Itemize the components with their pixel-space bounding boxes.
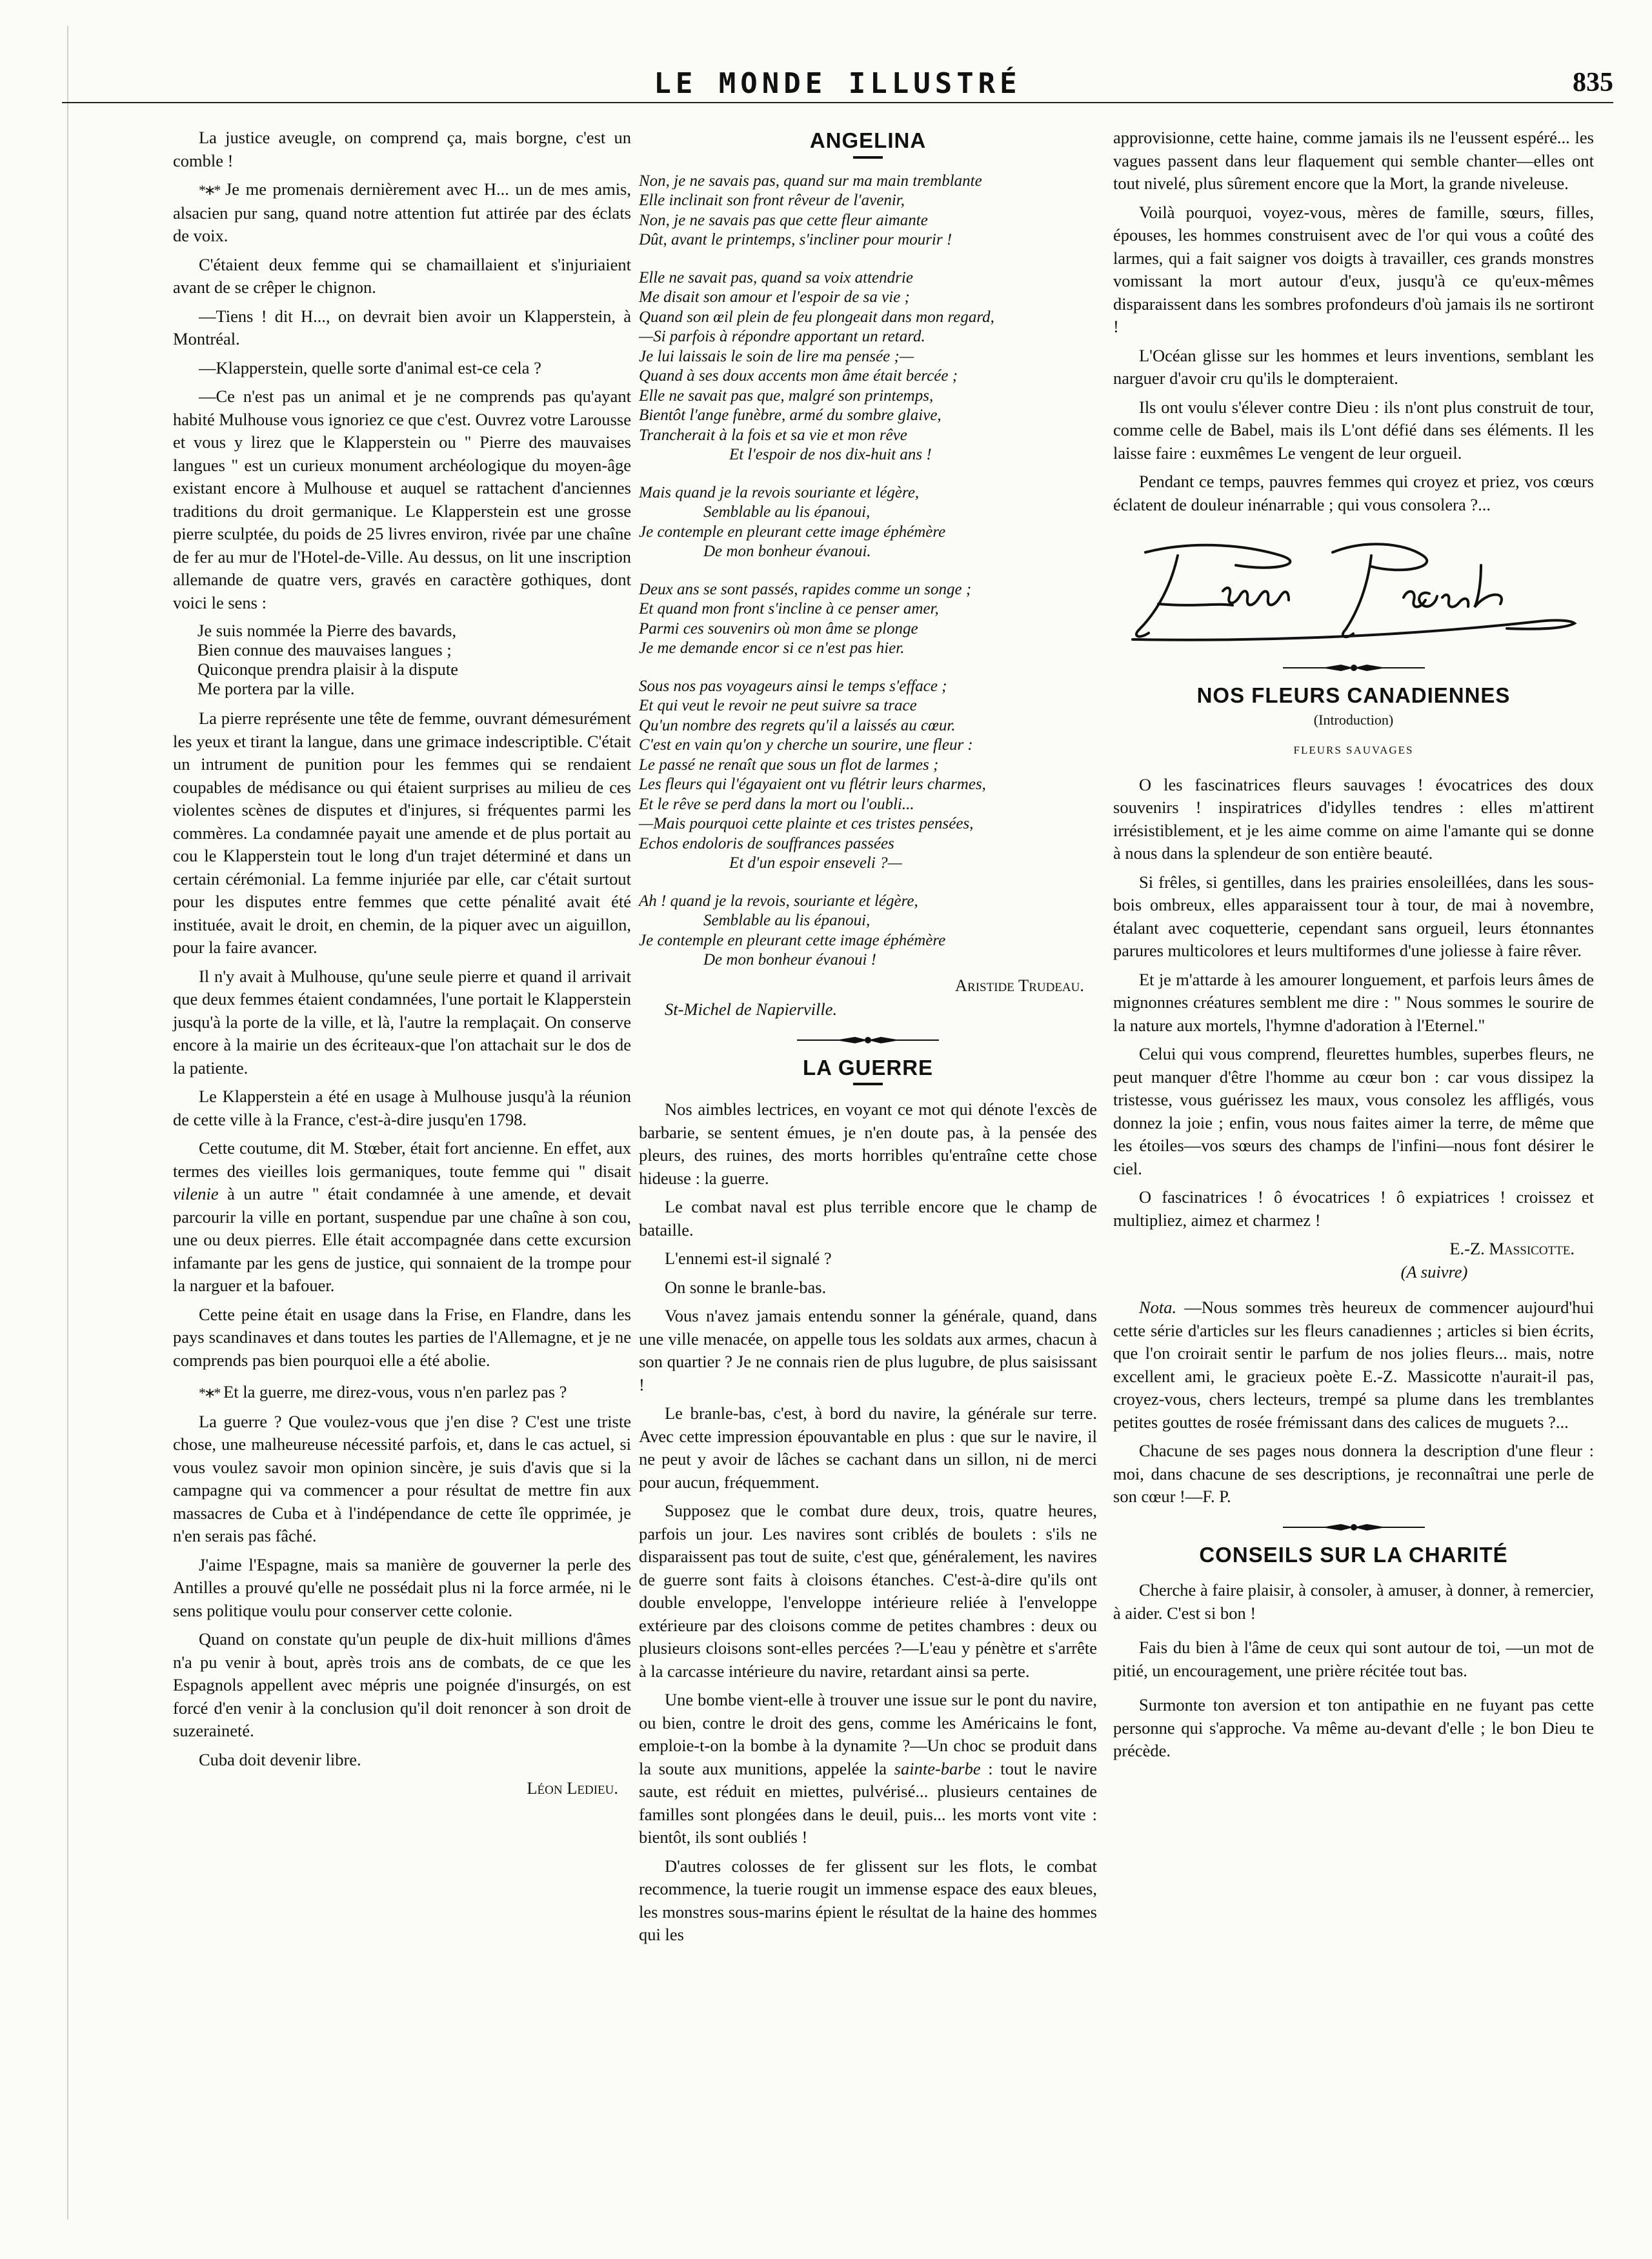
paragraph: Cuba doit devenir libre.: [199, 1749, 361, 1769]
paragraph: Le Klapperstein a été en usage à Mulhouse jusqu'à la réunion de cette ville à la France, c'est-à-dire jusqu'en 1798.: [173, 1087, 631, 1129]
paragraph: —Ce n'est pas un animal et je ne comprends pas qu'ayant habité Mulhouse vous ignoriez ce que c'est. Ouvrez votre Larousse et vous y lirez que le Klapperstein ou " Pierre des mauvaises langues " est un curieux monument archéologique du moyen-âge existant encore à Mulhouse et auquel se rattachent d'anciennes traditions du droit germanique. Le Klapperstein est une grosse pierre sculptée, du poids de 25 livres environ, rivée par une chaîne de fer au mur de l'Hotel-de-Ville. Au dessus, on lit une inscription allemande de quatre vers, gravés en caractère gothiques, dont voici le sens :: [173, 387, 631, 612]
ornament-icon: [1276, 1523, 1431, 1532]
paragraph: Quand on constate qu'un peuple de dix-huit millions d'âmes n'a pu venir à bout, après trois ans de combats, de ce que les Espagnols appellent avec mépris une poignée d'insurgés, on est forcé d'en venir à la conclusion qu'il doit renoncer à son droit de suzeraineté.: [173, 1629, 631, 1740]
page-edge-line: [67, 26, 68, 2220]
fleurs-section-heading: FLEURS SAUVAGES: [1293, 744, 1414, 756]
paragraph: Si frêles, si gentilles, dans les prairies ensoleillées, dans les sous-bois ombreux, elles apparaissent tour à tour, de mai à novembre, étalant avec coquetterie, cependant sans orgueil, leurs étonnantes parures multicolores et leurs multiformes d'une joliesse à faire rêver.: [1113, 872, 1594, 960]
paragraph: Voilà pourquoi, voyez-vous, mères de famille, sœurs, filles, épouses, les hommes construisent avec de l'or qui vous a coûté des larmes, qui a fait saigner vos doigts à travailler, ces grands monstres vomissant la mort autour d'eux, jusqu'à ce qu'eux-mêmes disparaissent dans les sombres profondeurs d'où jamais ils ne sortiront !: [1113, 202, 1594, 336]
paragraph: L'ennemi est-il signalé ?: [665, 1249, 832, 1268]
asterism: *∗*: [199, 182, 219, 198]
paragraph: Le combat naval est plus terrible encore que le champ de bataille.: [639, 1197, 1097, 1240]
stanza: Mais quand je la revois souriante et légère, Semblable au lis épanoui, Je contemple en pleurant cette image éphémère De mon bonheur évanoui.: [639, 483, 946, 560]
poem-angelina: [639, 172, 1097, 970]
paragraph: Nos aimbles lectrices, en voyant ce mot qui dénote l'excès de barbarie, se sentent émues, je n'en doute pas, à la pensée des pleurs, des ruines, des morts horribles qu'entraîne cette chose hideuse : la guerre.: [639, 1099, 1097, 1188]
paragraph: Celui qui vous comprend, fleurettes humbles, superbes fleurs, ne peut manquer d'être l'homme au cœur bon : car vous dissipez la tristesse, vous guérissez les maux, vous consolez les affligés, vous donnez la joie ; enfin, vous nous faites aimer la terre, de même que les étoiles—vos sœurs des champs de l'infini—nous font désirer le ciel.: [1113, 1044, 1594, 1178]
asterism: *∗*: [199, 1385, 219, 1401]
paragraph: Une bombe vient-elle à trouver une issue sur le pont du navire, ou bien, contre le droit des gens, comme les Américains le font, emploie-t-on la bombe à la dynamite ?—Un choc se produit dans la soute aux munitions, appelée la sainte-barbe : tout le navire saute, est réduit en miettes, pulvérisé... plusieurs centaines de familles sont plongées dans le deuil, puis... les morts vont vite : bientôt, ils sont oubliés !: [639, 1690, 1097, 1847]
verse-line: Me portera par la ville.: [197, 679, 355, 698]
handwritten-signature: [1120, 527, 1594, 649]
stanza: Non, je ne savais pas, quand sur ma main tremblante Elle inclinait son front rêveur de l'avenir, Non, je ne savais pas que cette fleur aimante Dût, avant le printemps, s'incliner pour mourir !: [639, 172, 982, 248]
verse-line: Quiconque prendra plaisir à la dispute: [197, 659, 458, 679]
paragraph: O fascinatrices ! ô évocatrices ! ô expiatrices ! croissez et multipliez, aimez et charmez !: [1113, 1187, 1594, 1230]
paragraph: On sonne le branle-bas.: [665, 1277, 827, 1297]
to-be-continued: (A suivre): [1400, 1261, 1468, 1281]
stanza: Elle ne savait pas, quand sa voix attendrie Me disait son amour et l'espoir de sa vie ; Quand son œil plein de feu plongeait dans mon regard, —Si parfois à répondre apportant un retard. Je lui laissais le soin de lire ma pensée ;— Quand à ses doux accents mon âme était bercée ; Elle ne savait pas que, malgré son printemps, Bientôt l'ange funèbre, armé du sombre glaive, Trancherait à la fois et sa vie et mon rêve Et l'espoir de nos dix-huit ans !: [639, 268, 994, 463]
poem-author: Aristide Trudeau.: [954, 975, 1084, 995]
page-number: 835: [1573, 68, 1613, 97]
title-rule: [853, 1083, 883, 1085]
paragraph: Ils ont voulu s'élever contre Dieu : ils n'ont plus construit de tour, comme celle de Babel, mais ils L'ont défié dans ses éléments. Il les laisse faire : euxmêmes Le vengent de leur orgueil.: [1113, 397, 1594, 463]
title-rule: [853, 156, 883, 159]
paragraph: *∗* Je me promenais dernièrement avec H... un de mes amis, alsacien pur sang, quand notre attention fut attirée par des éclats de voix.: [173, 179, 631, 245]
paragraph: approvisionne, cette haine, comme jamais ils ne l'eussent espéré... les vagues passent dans leur flaquement qui semble chanter—elles ont tout nivelé, plus sûrement encore que la Mort, la grande niveleuse.: [1113, 128, 1594, 193]
ornament-icon: [1276, 663, 1431, 672]
signature-image: [1120, 527, 1584, 649]
inscription-verse: [197, 621, 631, 698]
paragraph: Chacune de ses pages nous donnera la description d'une fleur : moi, dans chacune de ses descriptions, je reconnaîtrai une perle de son cœur !—F. P.: [1113, 1441, 1594, 1506]
paragraph: Et je m'attarde à les amourer longuement, et parfois leurs âmes de mignonnes créatures semblent me dire : " Nous sommes le sourire de la nature aux mortels, l'hymne d'adoration à l'Eternel.": [1113, 969, 1594, 1035]
page-header: [62, 57, 1613, 103]
paragraph: C'étaient deux femme qui se chamaillaient et s'injuriaient avant de se crêper le chignon.: [173, 254, 631, 297]
paragraph: Le branle-bas, c'est, à bord du navire, la générale sur terre. Avec cette impression épouvantable en plus : que sur le navire, il ne peut y avoir de lâches se cachant dans un sillon, ni de merci pour aucun, fréquemment.: [639, 1403, 1097, 1492]
paragraph: La guerre ? Que voulez-vous que j'en dise ? C'est une triste chose, une malheureuse nécessité parfois, et, dans le cas actuel, si vous voulez savoir mon opinion sincère, je suis d'avis que si la campagne qui va commencer a pour résultat de mettre fin aux massacres de Cuba et à l'indépendance de cette île opprimée, je n'en serais pas fâché.: [173, 1411, 631, 1545]
fleurs-subtitle: (Introduction): [1313, 711, 1394, 728]
guerre-title: LA GUERRE: [802, 1055, 934, 1079]
paragraph: Cherche à faire plaisir, à consoler, à amuser, à donner, à remercier, à aider. C'est si bon !: [1113, 1580, 1594, 1623]
paragraph: Supposez que le combat dure deux, trois, quatre heures, parfois un jour. Les navires sont criblés de boulets : s'ils ne disparaissent pas tout de suite, c'est que, généralement, les navires de guerre sont faits à cloisons étanches. C'est-à-dire qu'ils ont double enveloppe, l'enveloppe intérieure reliée à l'enveloppe extérieure par des cloisons comme de petites chambres : deux ou plusieurs cloisons sont-elles percées ?—L'eau y pénètre et s'arrête à la carcasse intérieure du navire, retardant ainsi sa perte.: [639, 1501, 1097, 1681]
poem-title: ANGELINA: [809, 128, 927, 152]
ornament-divider: [639, 1036, 1097, 1045]
paragraph: Pendant ce temps, pauvres femmes qui croyez et priez, vos cœurs éclatent de douleur inénarrable ; qui vous consolera ?...: [1113, 472, 1594, 514]
fleurs-title: NOS FLEURS CANADIENNES: [1196, 683, 1511, 707]
paragraph: La justice aveugle, on comprend ça, mais borgne, c'est un comble !: [173, 128, 631, 170]
column-2: [639, 126, 1097, 2207]
ornament-divider: [1113, 1523, 1594, 1532]
paragraph: Cette coutume, dit M. Stœber, était fort ancienne. En effet, aux termes des vieilles lois germaniques, toute femme qui " disait vilenie à un autre " était condamnée à une amende, et devait parcourir la ville en portant, suspendue par une chaîne à son cou, une ou deux pierres. Elle était accompagnée dans cette excursion infamante par les gens de justice, qui sonnaient de la trompe pour la narguer et la bafouer.: [173, 1138, 631, 1295]
paragraph: D'autres colosses de fer glissent sur les flots, le combat recommence, la tuerie rougit un immense espace des eaux bleues, les monstres sous-marins épient le résultat de la haine des hommes qui les: [639, 1856, 1097, 1944]
paragraph: La pierre représente une tête de femme, ouvrant démesurément les yeux et tirant la langue, dans une grimace indescriptible. C'était un intrument de punition pour les femmes qui se rendaient coupables de médisance ou qui étaient surprises au milieu de ces violentes scènes de disputes et d'injures, si fréquentes parmi les commères. La condamnée payait une amende et de plus portait au cou le Klapperstein tout le long d'un trajet déterminé et dans un certain cérémonial. La femme injuriée par elle, car c'était surtout pour les disputes entre femmes que cette pénalité avait été instituée, avait le droit, en chemin, de la piquer avec un aiguillon, pour la faire avancer.: [173, 708, 631, 957]
column-3: [1113, 126, 1594, 2207]
paragraph: Nota. —Nous sommes très heureux de commencer aujourd'hui cette série d'articles sur les fleurs canadiennes ; articles si bien écrits, que l'on croirait sentir le parfum de nos jolies fleurs... mais, notre excellent ami, le gracieux poète E.-Z. Massicotte n'aurait-il pas, croyez-vous, chers lecteurs, trempé sa plume dans les tremblantes petites gouttes de rosée frémissant dans des calices de muguets ?...: [1113, 1298, 1594, 1432]
paragraph: *∗* Et la guerre, me direz-vous, vous n'en parlez pas ?: [199, 1382, 567, 1401]
ornament-icon: [791, 1036, 945, 1045]
stanza: Ah ! quand je la revois, souriante et légère, Semblable au lis épanoui, Je contemple en pleurant cette image éphémère De mon bonheur évanoui !: [639, 892, 946, 969]
paragraph: O les fascinatrices fleurs sauvages ! évocatrices des doux souvenirs ! inspiratrices d'idylles tendres : elles m'attirent irrésistiblement, et je les aime comme on aime l'amante qui se donne à nous dans la splendeur de son entière beauté.: [1113, 774, 1594, 863]
paragraph: —Klapperstein, quelle sorte d'animal est-ce cela ?: [199, 357, 541, 377]
poem-place: St-Michel de Napierville.: [665, 999, 838, 1019]
ornament-divider: [1113, 663, 1594, 672]
conseils-title: CONSEILS SUR LA CHARITÉ: [1199, 1542, 1508, 1567]
paragraph: L'Océan glisse sur les hommes et leurs inventions, semblant les narguer d'avoir cru qu'ils le dompteraient.: [1113, 345, 1594, 388]
stanza: Deux ans se sont passés, rapides comme un songe ; Et quand mon front s'incline à ce penser amer, Parmi ces souvenirs où mon âme se plonge Je me demande encor si ce n'est pas hier.: [639, 580, 972, 657]
stanza: Sous nos pas voyageurs ainsi le temps s'efface ; Et qui veut le revoir ne peut suivre sa trace Qu'un nombre des regrets qu'il a laissés au cœur. C'est en vain qu'on y cherche un sourire, une fleur : Le passé ne renaît que sous un flot de larmes ; Les fleurs qui l'égayaient ont vu flétrir leurs charmes, Et le rêve se perd dans la mort ou l'oubli... —Mais pourquoi cette plainte et ces tristes pensées, Echos endoloris de souffrances passées Et d'un espoir enseveli ?—: [639, 677, 986, 872]
paragraph: Cette peine était en usage dans la Frise, en Flandre, dans les pays scandinaves et dans toutes les parties de l'Allemagne, et je ne comprends pas bien pourquoi elle a été abolie.: [173, 1304, 631, 1370]
paragraph: Fais du bien à l'âme de ceux qui sont autour de toi, —un mot de pitié, un encouragement, une prière récitée tout bas.: [1113, 1638, 1594, 1680]
paragraph: J'aime l'Espagne, mais sa manière de gouverner la perle des Antilles a prouvé qu'elle ne possédait plus ni la force armée, ni le sens politique voulu pour conserver cette colonie.: [173, 1554, 631, 1620]
fleurs-author: E.-Z. Massicotte.: [1449, 1239, 1575, 1258]
paragraph: Vous n'avez jamais entendu sonner la générale, quand, dans une ville menacée, on appelle tous les soldats aux armes, chacun à son quartier ? Je ne connais rien de plus lugubre, de plus saisissant !: [639, 1306, 1097, 1394]
paragraph: Surmonte ton aversion et ton antipathie en ne fuyant pas cette personne qui s'approche. Va même au-devant d'elle ; le bon Dieu te précède.: [1113, 1695, 1594, 1760]
author-signature: Léon Ledieu.: [527, 1778, 618, 1798]
journal-title: LE MONDE ILLUSTRÉ: [654, 67, 1022, 100]
column-1: [173, 126, 631, 2207]
verse-line: Je suis nommée la Pierre des bavards,: [197, 621, 457, 640]
paragraph: —Tiens ! dit H..., on devrait bien avoir un Klapperstein, à Montréal.: [173, 306, 631, 348]
paragraph: Il n'y avait à Mulhouse, qu'une seule pierre et quand il arrivait que deux femmes étaient condamnées, l'une portait le Klapperstein jusqu'à la porte de la ville, et là, l'autre la remplaçait. On conserve encore à la mairie un des écriteaux-que l'on attachait sur le dos de la patiente.: [173, 966, 631, 1078]
verse-line: Bien connue des mauvaises langues ;: [197, 640, 452, 659]
